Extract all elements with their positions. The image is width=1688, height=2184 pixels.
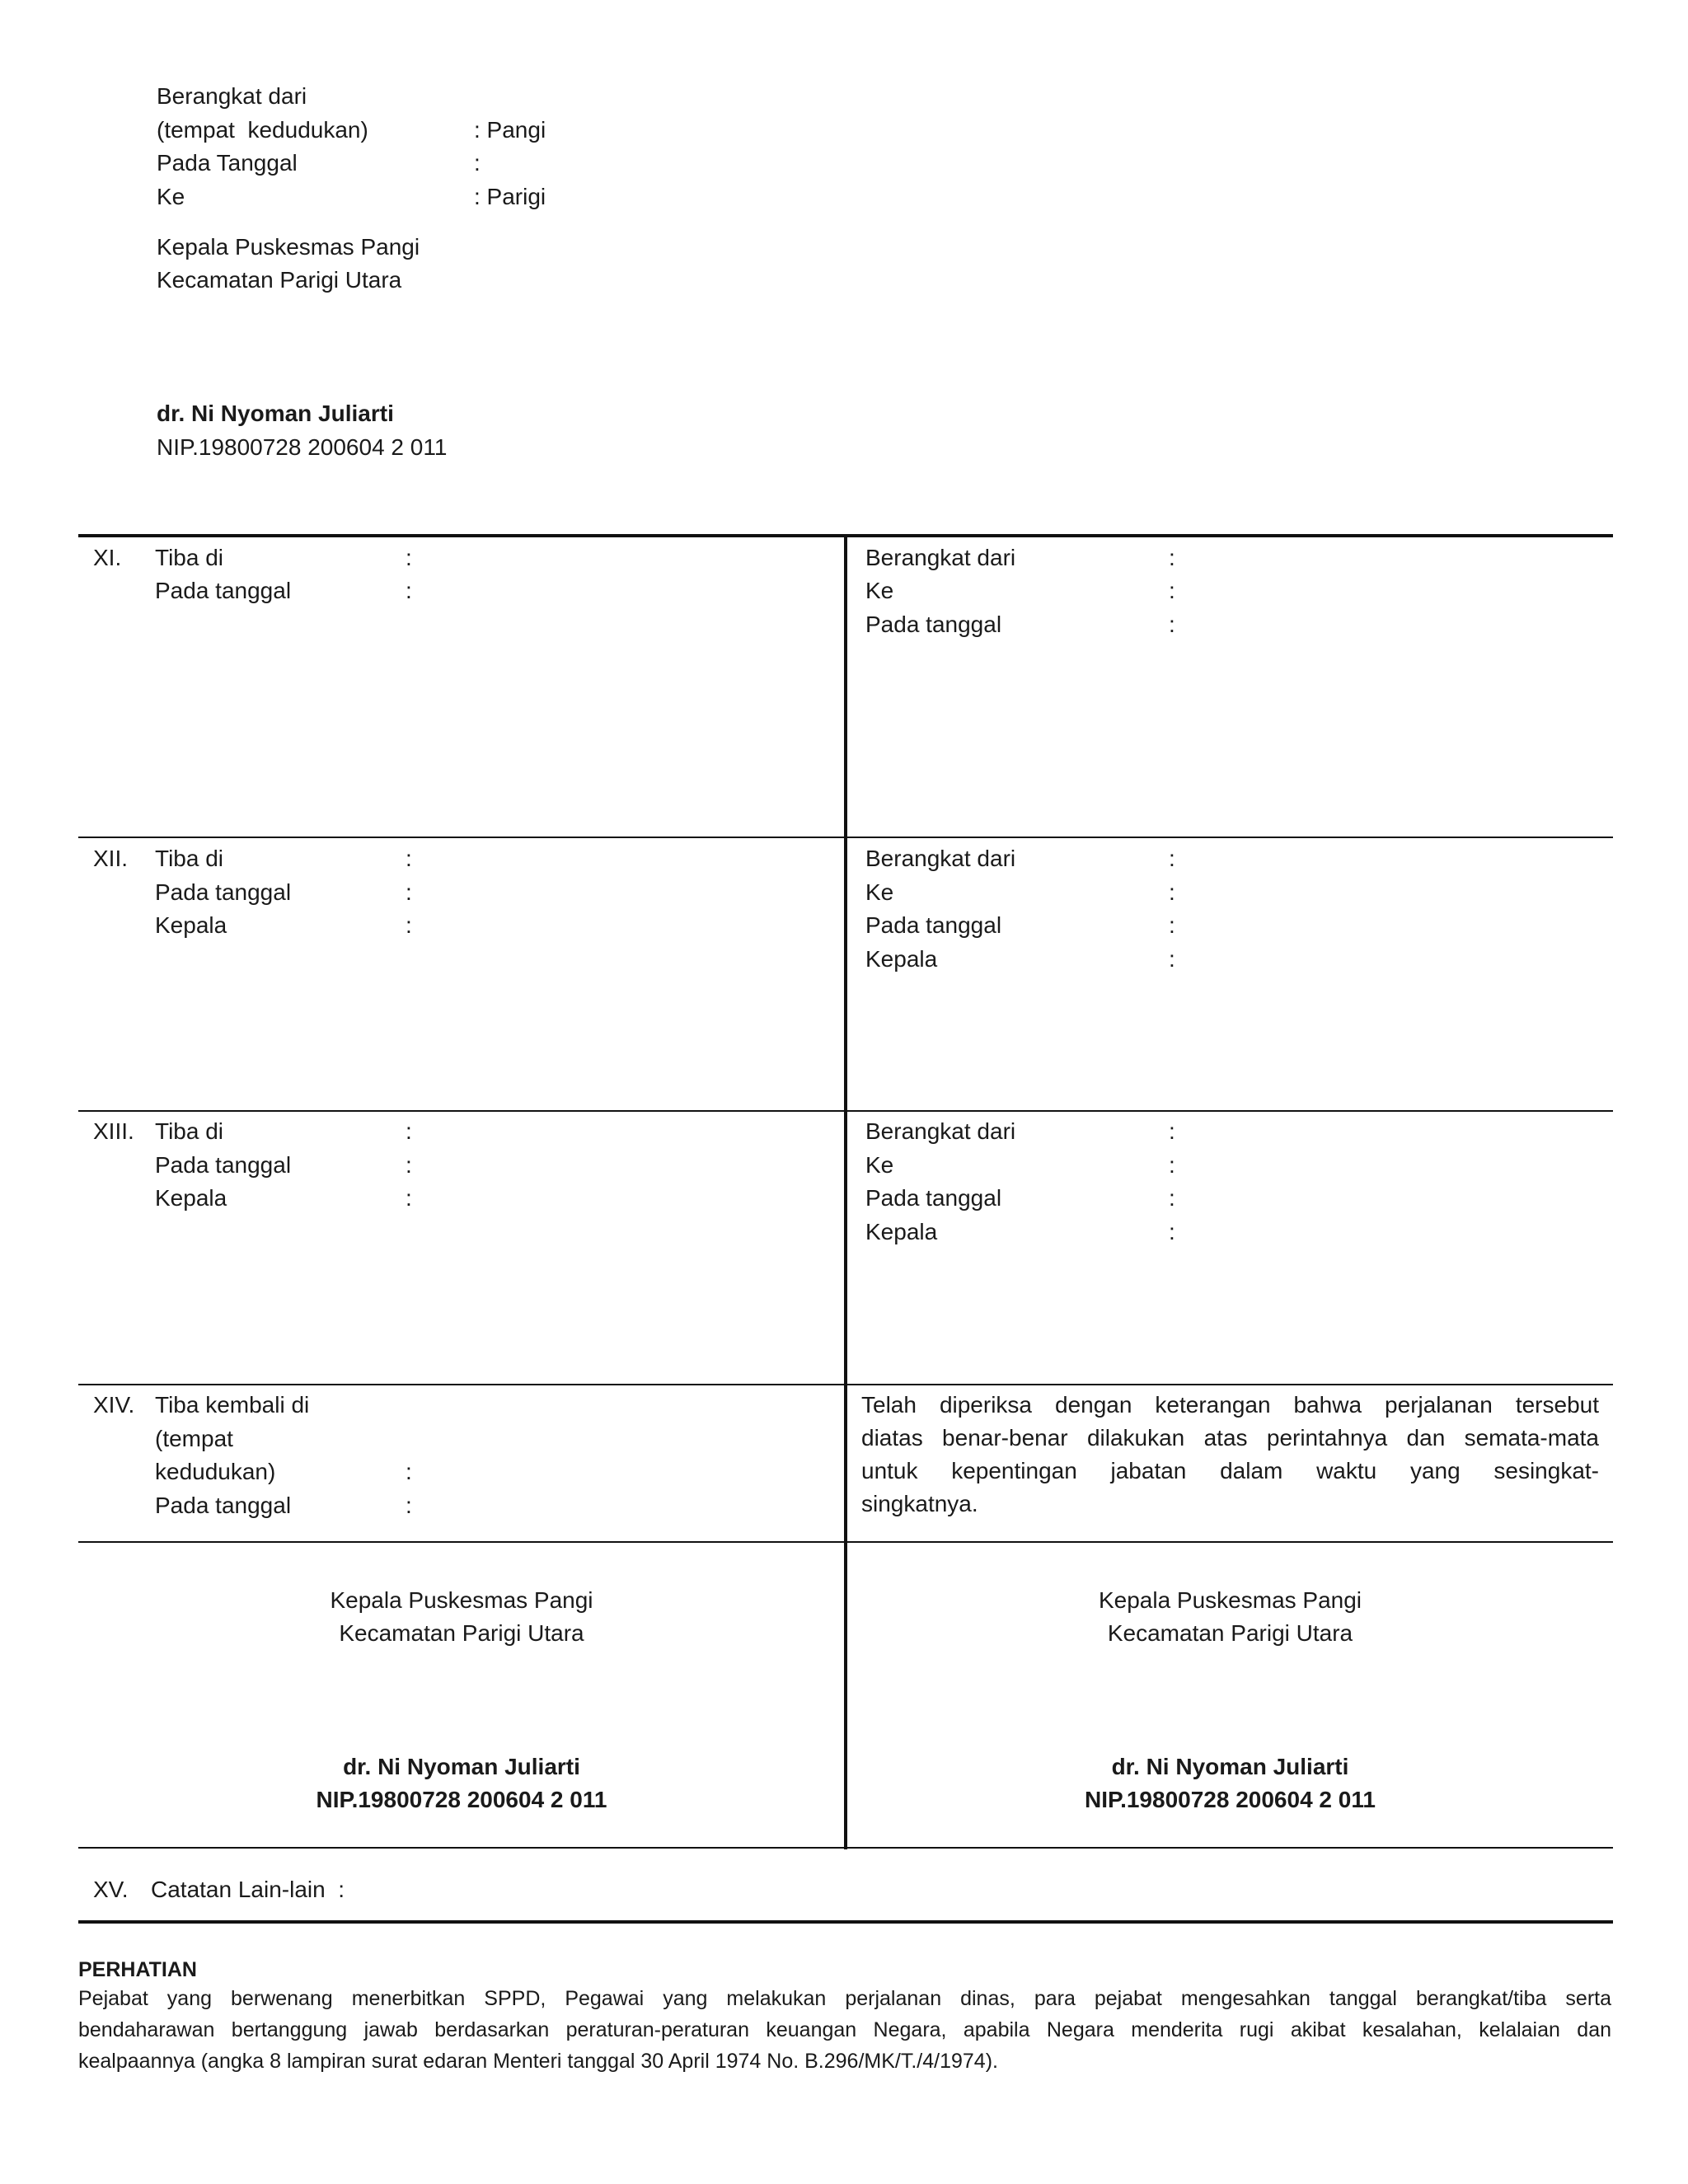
field-colon: : bbox=[406, 1152, 412, 1178]
field-label: (tempat bbox=[155, 1426, 233, 1451]
divider-xii-xiii bbox=[78, 1110, 1613, 1112]
tempat-label: (tempat kedudukan) bbox=[157, 117, 368, 143]
field-label: Kepala bbox=[155, 1185, 227, 1211]
ke-value: : Parigi bbox=[474, 184, 546, 209]
field-label: Pada tanggal bbox=[155, 1493, 292, 1518]
section-number: XI. bbox=[93, 545, 122, 570]
ke-label: Ke bbox=[157, 184, 185, 209]
field-colon: : bbox=[406, 1118, 412, 1144]
field-label: Pada tanggal bbox=[155, 879, 292, 905]
signature-name: dr. Ni Nyoman Juliarti bbox=[343, 1754, 580, 1779]
section-number: XII. bbox=[93, 846, 129, 871]
verification-statement bbox=[861, 1389, 1599, 1521]
table-center-divider bbox=[844, 534, 847, 1849]
field-colon: : bbox=[1169, 1152, 1175, 1178]
field-label: kedudukan) bbox=[155, 1459, 276, 1484]
divider-xi-xii bbox=[78, 837, 1613, 838]
field-label: Tiba di bbox=[155, 846, 224, 871]
divider-xiv-signatures bbox=[78, 1541, 1613, 1543]
field-label: Kepala bbox=[155, 912, 227, 938]
field-colon: : bbox=[1169, 612, 1175, 637]
field-colon: : bbox=[406, 846, 412, 871]
perhatian-line: Pejabat yang berwenang menerbitkan SPPD, Pegawai yang melakukan perjalanan dinas, para pejabat mengesahkan tanggal berangkat/tiba serta bbox=[78, 1987, 1611, 2010]
statement-line: singkatnya. bbox=[861, 1491, 978, 1516]
field-colon: : bbox=[1169, 1185, 1175, 1211]
field-label: Pada tanggal bbox=[155, 578, 292, 603]
field-colon: : bbox=[1169, 578, 1175, 603]
office-line1: Kepala Puskesmas Pangi bbox=[157, 234, 420, 260]
signature-office-line1: Kepala Puskesmas Pangi bbox=[330, 1587, 593, 1613]
catatan-label: Catatan Lain-lain : bbox=[151, 1877, 345, 1902]
field-colon: : bbox=[1169, 846, 1175, 871]
field-label: Berangkat dari bbox=[865, 846, 1016, 871]
signer-nip: NIP.19800728 200604 2 011 bbox=[157, 434, 448, 460]
section-number: XV. bbox=[93, 1877, 129, 1902]
signature-nip: NIP.19800728 200604 2 011 bbox=[1085, 1787, 1376, 1812]
field-label: Pada tanggal bbox=[155, 1152, 292, 1178]
perhatian-line: kealpaannya (angka 8 lampiran surat edaran Menteri tanggal 30 April 1974 No. B.296/MK/T./4/1974). bbox=[78, 2050, 998, 2073]
section-number: XIII. bbox=[93, 1118, 134, 1144]
signature-nip: NIP.19800728 200604 2 011 bbox=[316, 1787, 607, 1812]
perhatian-body bbox=[78, 1983, 1611, 2077]
field-label: Ke bbox=[865, 879, 894, 905]
field-label: Tiba kembali di bbox=[155, 1392, 310, 1418]
field-colon: : bbox=[406, 1459, 412, 1484]
field-colon: : bbox=[1169, 1219, 1175, 1244]
field-label: Berangkat dari bbox=[865, 1118, 1016, 1144]
statement-line: diatas benar-benar dilakukan atas perintahnya dan semata-mata bbox=[861, 1425, 1599, 1451]
field-label: Pada tanggal bbox=[865, 612, 1002, 637]
office-line2: Kecamatan Parigi Utara bbox=[157, 267, 402, 293]
field-colon: : bbox=[1169, 1118, 1175, 1144]
perhatian-line: bendaharawan bertanggung jawab berdasarkan peraturan-peraturan keuangan Negara, apabila Negara menderita rugi akibat kesalahan, kelalaian dan bbox=[78, 2018, 1611, 2041]
statement-line: untuk kepentingan jabatan dalam waktu yang sesingkat- bbox=[861, 1458, 1599, 1483]
field-colon: : bbox=[1169, 545, 1175, 570]
signature-office-line1: Kepala Puskesmas Pangi bbox=[1098, 1587, 1362, 1613]
field-label: Ke bbox=[865, 578, 894, 603]
field-label: Ke bbox=[865, 1152, 894, 1178]
field-label: Tiba di bbox=[155, 545, 224, 570]
table-bottom-border bbox=[78, 1920, 1613, 1924]
field-label: Kepala bbox=[865, 946, 938, 972]
field-colon: : bbox=[406, 1493, 412, 1518]
tanggal-label: Pada Tanggal bbox=[157, 150, 298, 176]
divider-signatures-xv bbox=[78, 1847, 1613, 1849]
signature-office-line2: Kecamatan Parigi Utara bbox=[339, 1620, 584, 1646]
field-label: Tiba di bbox=[155, 1118, 224, 1144]
perhatian-title: PERHATIAN bbox=[78, 1958, 197, 1981]
field-colon: : bbox=[406, 545, 412, 570]
field-colon: : bbox=[406, 879, 412, 905]
signer-name: dr. Ni Nyoman Juliarti bbox=[157, 401, 394, 426]
tanggal-value: : bbox=[474, 150, 481, 176]
field-colon: : bbox=[406, 578, 412, 603]
signature-office-line2: Kecamatan Parigi Utara bbox=[1107, 1620, 1353, 1646]
field-colon: : bbox=[1169, 879, 1175, 905]
field-label: Berangkat dari bbox=[865, 545, 1016, 570]
field-colon: : bbox=[1169, 946, 1175, 972]
section-number: XIV. bbox=[93, 1392, 135, 1418]
field-label: Pada tanggal bbox=[865, 912, 1002, 938]
tempat-value: : Pangi bbox=[474, 117, 546, 143]
field-colon: : bbox=[1169, 912, 1175, 938]
statement-line: Telah diperiksa dengan keterangan bahwa perjalanan tersebut bbox=[861, 1392, 1599, 1418]
field-label: Kepala bbox=[865, 1219, 938, 1244]
field-colon: : bbox=[406, 912, 412, 938]
field-colon: : bbox=[406, 1185, 412, 1211]
signature-name: dr. Ni Nyoman Juliarti bbox=[1111, 1754, 1349, 1779]
berangkat-label: Berangkat dari bbox=[157, 83, 307, 109]
divider-xiii-xiv bbox=[78, 1384, 1613, 1385]
field-label: Pada tanggal bbox=[865, 1185, 1002, 1211]
